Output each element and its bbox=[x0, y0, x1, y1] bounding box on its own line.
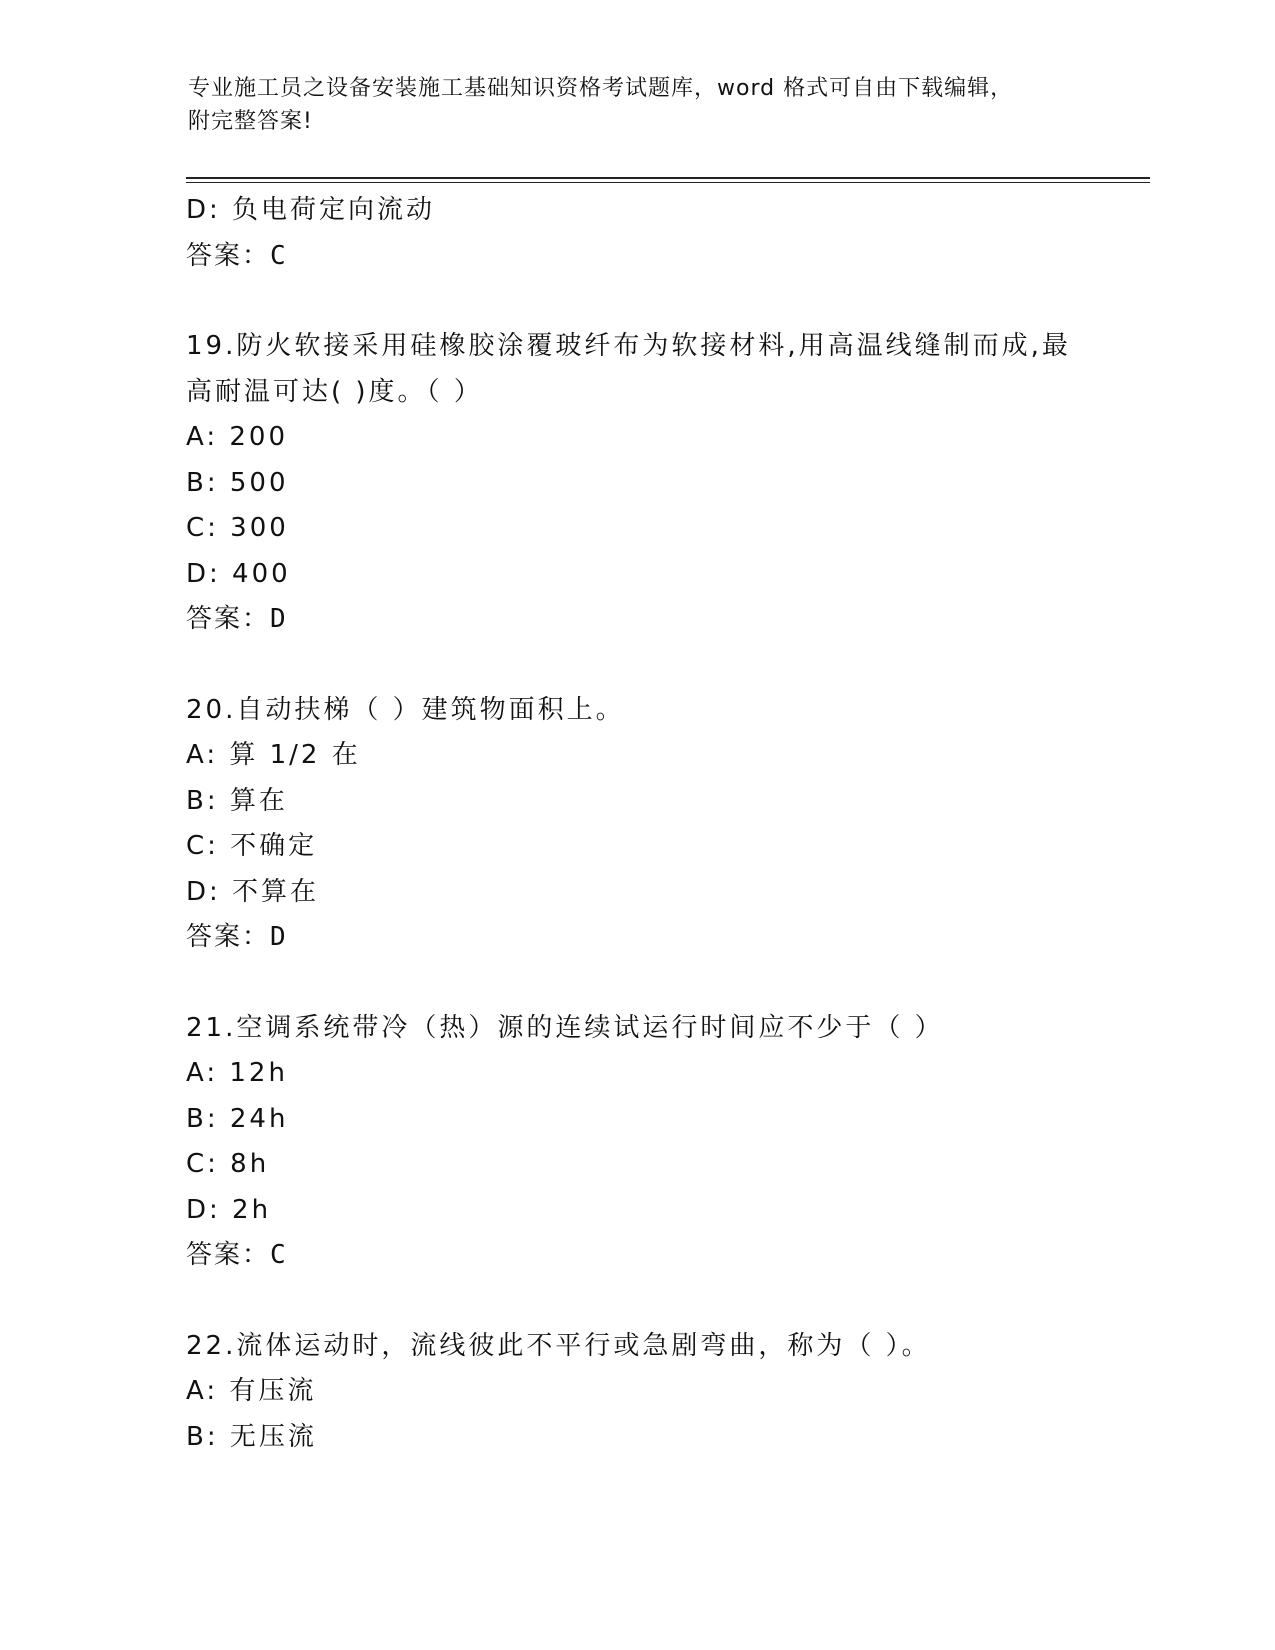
header-divider-thick bbox=[186, 177, 1150, 179]
question-22-option-a: A: 有压流 bbox=[186, 1376, 317, 1406]
question-22-option-b: B: 无压流 bbox=[186, 1421, 317, 1452]
question-19-option-b: B: 500 bbox=[186, 467, 289, 498]
question-20-option-b: B: 算在 bbox=[186, 785, 288, 816]
question-20-stem: 20.自动扶梯（ ）建筑物面积上。 bbox=[186, 694, 625, 725]
question-19-option-c: C: 300 bbox=[186, 513, 289, 543]
question-21-option-a: A: 12h bbox=[186, 1058, 288, 1088]
question-21-option-c: C: 8h bbox=[186, 1149, 270, 1179]
question-19-stem-line-1: 19.防火软接采用硅橡胶涂覆玻纤布为软接材料,用高温线缝制而成,最 bbox=[186, 331, 1071, 361]
question-20-option-a: A: 算 1/2 在 bbox=[186, 740, 361, 770]
question-20-option-c: C: 不确定 bbox=[186, 831, 318, 861]
question-19-stem-line-2: 高耐温可达( )度。（ ） bbox=[186, 376, 483, 407]
header-title-line-2: 附完整答案! bbox=[188, 109, 313, 134]
question-19 bbox=[186, 324, 1086, 643]
question-19-option-d: D: 400 bbox=[186, 558, 291, 589]
question-20-answer: 答案：D bbox=[186, 922, 288, 952]
spacer bbox=[186, 1279, 1086, 1324]
question-21-stem: 21.空调系统带冷（热）源的连续试运行时间应不少于（ ） bbox=[186, 1012, 944, 1043]
question-20-option-d: D: 不算在 bbox=[186, 876, 320, 907]
spacer bbox=[186, 279, 1086, 324]
document-header bbox=[188, 72, 1068, 138]
question-21 bbox=[186, 1006, 1086, 1279]
prev-answer: 答案：C bbox=[186, 240, 288, 271]
question-21-option-d: D: 2h bbox=[186, 1194, 272, 1225]
prev-option-d: D: 负电荷定向流动 bbox=[186, 195, 436, 225]
question-21-option-b: B: 24h bbox=[186, 1103, 289, 1134]
header-title-line-1: 专业施工员之设备安装施工基础知识资格考试题库，word 格式可自由下载编辑， bbox=[188, 76, 1014, 101]
header-divider-thin bbox=[186, 182, 1150, 183]
question-22-stem: 22.流体运动时，流线彼此不平行或急剧弯曲，称为（ ）。 bbox=[186, 1330, 931, 1361]
spacer bbox=[186, 643, 1086, 688]
question-19-answer: 答案：D bbox=[186, 604, 288, 634]
question-content bbox=[186, 188, 1086, 1460]
question-21-answer: 答案：C bbox=[186, 1240, 288, 1270]
question-22 bbox=[186, 1324, 1086, 1461]
question-20 bbox=[186, 688, 1086, 961]
spacer bbox=[186, 961, 1086, 1006]
question-19-option-a: A: 200 bbox=[186, 422, 288, 452]
